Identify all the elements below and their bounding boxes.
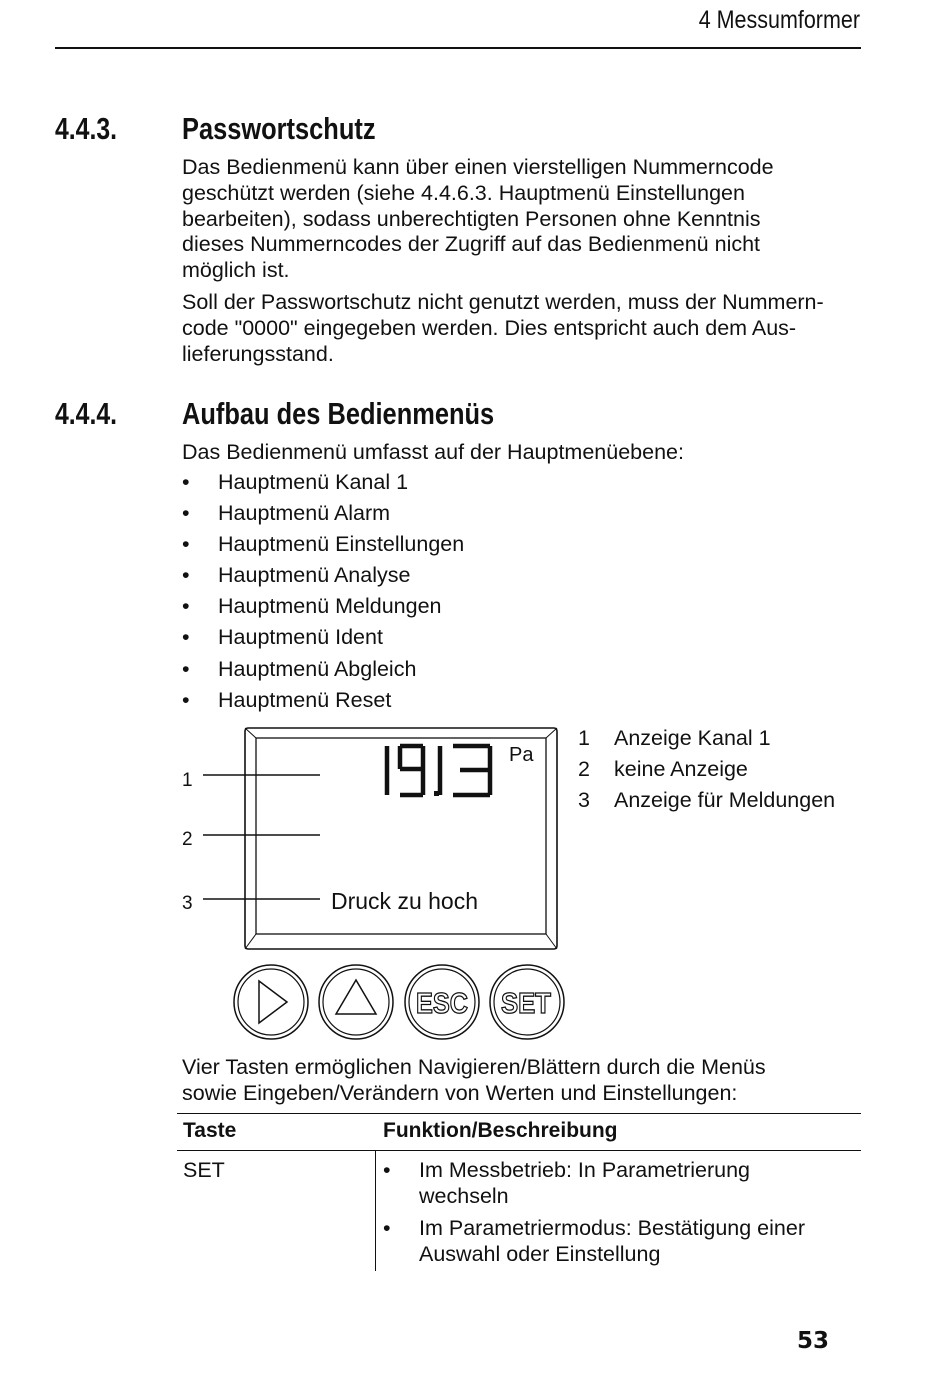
list-item: • Hauptmenü Meldungen [182, 591, 862, 622]
unit-label: Pa [509, 744, 534, 766]
figure-legend [578, 723, 835, 816]
text-line: dieses Nummerncodes der Zugriff auf das Bedienmenü nicht [182, 232, 761, 257]
bullet-symbol: • [182, 532, 190, 557]
set-button-icon [490, 965, 564, 1039]
play-button-icon [234, 965, 308, 1039]
table-cell-description: Im Messbetrieb: In Parametrierung wechseln [419, 1158, 750, 1208]
table-rule-top [177, 1113, 861, 1114]
device-display-figure [170, 718, 580, 1048]
list-item: • Hauptmenü Abgleich [182, 654, 862, 685]
table-header-key: Taste [183, 1119, 237, 1142]
svg-text:SET: SET [501, 988, 552, 1020]
section-title: Passwortschutz [182, 111, 376, 146]
paragraph [182, 290, 872, 367]
bullet-symbol: • [182, 501, 190, 526]
table-cell-description: Im Parametriermodus: Bestätigung einer Auswahl oder Einstellung [419, 1216, 805, 1266]
page-number: 53 [797, 1328, 830, 1354]
legend-row: 1 Anzeige Kanal 1 [578, 726, 771, 750]
display-value-text: 19.13 [372, 796, 375, 797]
text-line: geschützt werden (siehe 4.4.6.3. Hauptmenü Einstellungen [182, 180, 745, 205]
text-line: möglich ist. [182, 258, 290, 283]
table-cell-key: SET [183, 1158, 225, 1182]
esc-button-icon [405, 965, 479, 1039]
header-rule [55, 47, 861, 49]
bullet-symbol: • [182, 656, 190, 681]
legend-row: 2 keine Anzeige [578, 757, 748, 781]
bullet-symbol: • [182, 687, 190, 712]
text-line: Das Bedienmenü kann über einen vierstelligen Nummerncode [182, 155, 774, 179]
svg-text:ESC: ESC [416, 988, 469, 1020]
paragraph [182, 155, 872, 284]
menu-list [182, 467, 862, 716]
callout-number: 2 [182, 829, 193, 850]
message-text: Druck zu hoch [331, 888, 479, 914]
bullet-symbol: • [182, 563, 190, 588]
list-item: • Hauptmenü Alarm [182, 498, 862, 529]
text-line: sowie Eingeben/Verändern von Werten und Einstellungen: [182, 1080, 738, 1105]
callout-number: 3 [182, 893, 193, 914]
list-item: • Hauptmenü Analyse [182, 560, 862, 591]
intro-text: Das Bedienmenü umfasst auf der Hauptmenüebene: [182, 440, 684, 464]
list-item: • Hauptmenü Reset [182, 685, 862, 716]
list-item: • Hauptmenü Einstellungen [182, 529, 862, 560]
text-line: Soll der Passwortschutz nicht genutzt werden, muss der Nummern- [182, 290, 824, 314]
table-column-divider [375, 1150, 376, 1271]
bullet-symbol: • [182, 470, 190, 494]
text-line: lieferungsstand. [182, 341, 334, 366]
table-bullet: • [383, 1216, 391, 1240]
text-line: Vier Tasten ermöglichen Navigieren/Blättern durch die Menüs [182, 1055, 766, 1079]
section-number: 4.4.3. [55, 111, 118, 146]
text-line: bearbeiten), sodass unberechtigten Personen ohne Kenntnis [182, 206, 761, 231]
table-rule-header [177, 1150, 861, 1151]
running-header: 4 Messumformer [698, 6, 860, 34]
text-line: code "0000" eingegeben werden. Dies entspricht auch dem Aus- [182, 315, 797, 340]
bullet-symbol: • [182, 625, 190, 650]
list-item: • Hauptmenü Ident [182, 622, 862, 653]
list-item: • Hauptmenü Kanal 1 [182, 467, 862, 498]
section-number: 4.4.4. [55, 396, 118, 431]
table-header-function: Funktion/Beschreibung [383, 1119, 618, 1142]
table-bullet: • [383, 1158, 391, 1182]
up-triangle-button-icon [319, 965, 393, 1039]
paragraph [182, 1055, 862, 1107]
callout-number: 1 [182, 770, 193, 791]
bullet-symbol: • [182, 594, 190, 619]
section-title: Aufbau des Bedienmenüs [182, 396, 495, 431]
legend-row: 3 Anzeige für Meldungen [578, 788, 836, 812]
